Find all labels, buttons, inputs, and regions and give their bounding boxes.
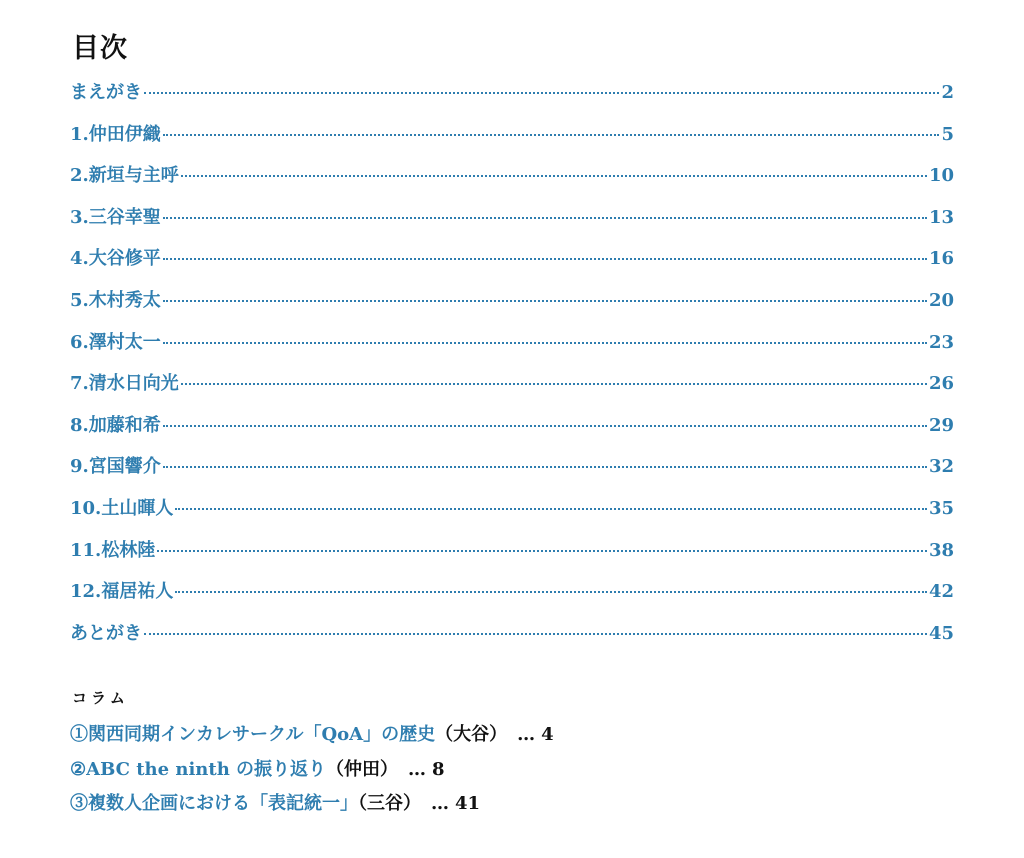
- column-author: （仲田）: [326, 758, 399, 780]
- toc-entry-7[interactable]: [70, 369, 954, 411]
- toc-entry-label: 6.澤村太一: [70, 331, 161, 353]
- toc-entry-10[interactable]: [70, 494, 954, 536]
- toc-entry-9[interactable]: [70, 452, 954, 494]
- toc-entry-label: 7.清水日向光: [70, 373, 179, 395]
- toc-entry-page: 20: [928, 289, 954, 311]
- toc-dot-leader: [157, 550, 927, 552]
- column-title-link[interactable]: ②ABC the ninth の振り返り: [70, 758, 327, 780]
- toc-entry-label: 11.松林陸: [70, 539, 156, 561]
- column-section-heading: コラム: [72, 689, 129, 707]
- toc-entry-label: 8.加藤和希: [70, 414, 161, 436]
- toc-entry-label: 12.福居祐人: [70, 581, 174, 603]
- toc-entry-page: 13: [928, 206, 954, 228]
- toc-entry-11[interactable]: [70, 536, 954, 578]
- toc-list: [70, 78, 954, 660]
- toc-entry-label: 4.大谷修平: [70, 248, 161, 270]
- column-author: （大谷）: [435, 724, 508, 745]
- toc-entry-page: 26: [928, 373, 954, 395]
- toc-dot-leader: [181, 383, 927, 385]
- toc-dot-leader: [163, 217, 927, 219]
- toc-dot-leader: [163, 134, 940, 136]
- toc-entry-page: 45: [928, 622, 954, 644]
- page-title: 目次: [72, 33, 128, 64]
- toc-entry-5[interactable]: [70, 286, 954, 328]
- toc-dot-leader: [163, 258, 927, 260]
- column-entry-1: [70, 720, 554, 755]
- column-title-link[interactable]: ③複数人企画における「表記統一」: [70, 793, 358, 814]
- toc-dot-leader: [144, 633, 927, 635]
- toc-entry-label: 9.宮国響介: [70, 456, 161, 478]
- column-page-number: 8: [432, 758, 445, 780]
- toc-entry-atogaki[interactable]: [70, 619, 954, 661]
- column-ellipsis: …: [431, 793, 449, 814]
- toc-entry-label: まえがき: [70, 82, 142, 103]
- column-page-number: 4: [541, 724, 554, 745]
- toc-entry-label: 5.木村秀太: [70, 289, 161, 311]
- column-ellipsis: …: [517, 724, 536, 745]
- toc-entry-page: 2: [941, 82, 954, 103]
- toc-entry-page: 29: [928, 414, 954, 436]
- toc-entry-12[interactable]: [70, 577, 954, 619]
- toc-entry-page: 42: [928, 581, 954, 603]
- toc-dot-leader: [175, 591, 927, 593]
- toc-entry-label: 10.土山暉人: [70, 497, 174, 519]
- toc-entry-4[interactable]: [70, 244, 954, 286]
- toc-entry-label: あとがき: [70, 622, 142, 644]
- column-author: （三谷）: [358, 793, 421, 814]
- toc-dot-leader: [163, 342, 927, 344]
- column-ellipsis: …: [408, 758, 427, 780]
- toc-entry-page: 35: [928, 497, 954, 519]
- toc-entry-page: 38: [928, 539, 954, 561]
- toc-entry-label: 3.三谷幸聖: [70, 206, 161, 228]
- column-entry-3: [70, 789, 554, 824]
- column-list: [70, 720, 554, 824]
- toc-entry-label: 2.新垣与主呼: [70, 165, 179, 187]
- toc-entry-2[interactable]: [70, 161, 954, 203]
- column-entry-2: [70, 755, 554, 790]
- column-title-link[interactable]: ①関西同期インカレサークル「QoA」の歴史: [70, 724, 436, 745]
- toc-dot-leader: [175, 508, 927, 510]
- toc-entry-page: 23: [928, 331, 954, 353]
- toc-entry-maegaki[interactable]: [70, 78, 954, 120]
- toc-dot-leader: [163, 425, 927, 427]
- column-page-number: 41: [455, 793, 481, 814]
- toc-entry-page: 10: [928, 165, 954, 187]
- toc-entry-label: 1.仲田伊織: [70, 123, 161, 145]
- toc-dot-leader: [144, 92, 939, 94]
- toc-entry-page: 16: [928, 248, 954, 270]
- toc-entry-1[interactable]: [70, 120, 954, 162]
- toc-entry-6[interactable]: [70, 328, 954, 370]
- toc-entry-8[interactable]: [70, 411, 954, 453]
- toc-entry-page: 32: [928, 456, 954, 478]
- toc-dot-leader: [163, 300, 927, 302]
- toc-dot-leader: [163, 466, 927, 468]
- toc-entry-page: 5: [941, 123, 954, 145]
- toc-dot-leader: [181, 175, 927, 177]
- toc-entry-3[interactable]: [70, 203, 954, 245]
